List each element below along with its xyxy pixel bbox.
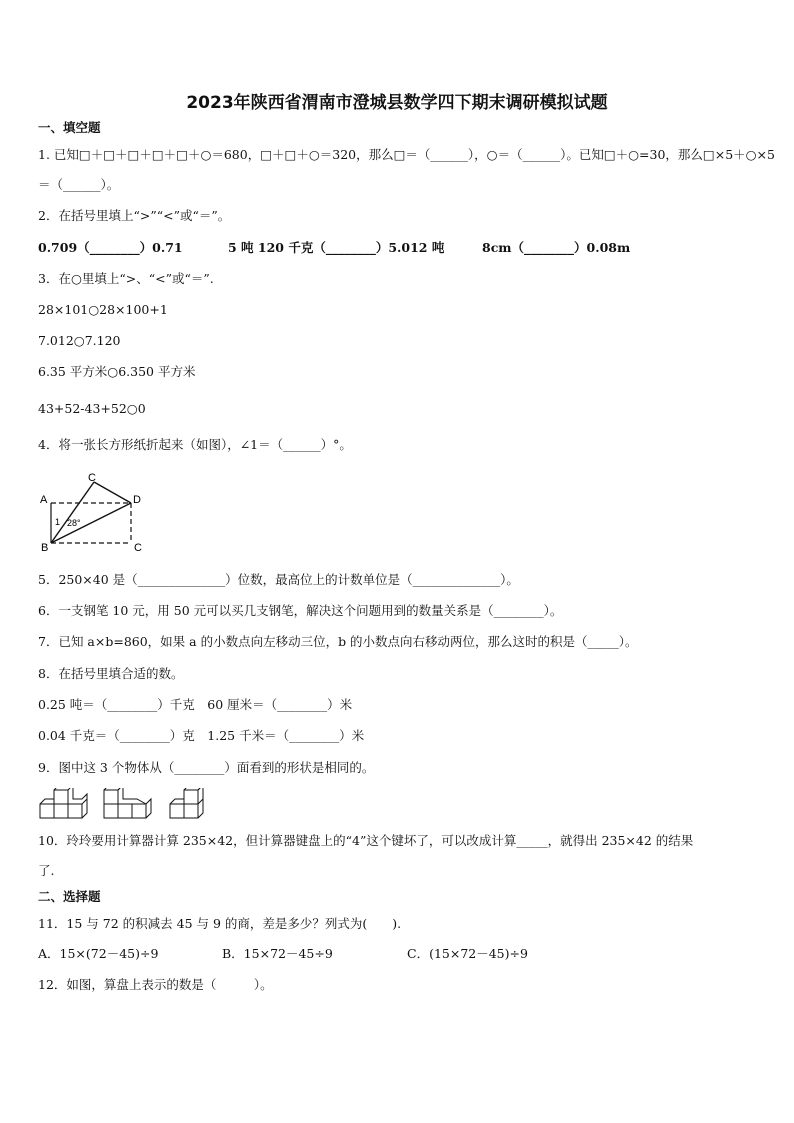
question-9: 9．图中这 3 个物体从（________）面看到的形状是相同的。 — [38, 760, 375, 775]
question-7: 7．已知 a×b=860，如果 a 的小数点向左移动三位，b 的小数点向右移动两位，那么这时的积是（_____）。 — [38, 634, 638, 649]
folded-rectangle-figure — [36, 470, 151, 555]
question-3-item-4: 43+52-43+52○0 — [38, 401, 146, 416]
question-1-line-2: ＝（______）。 — [38, 177, 120, 192]
label-b: B — [41, 542, 49, 554]
question-10-line-2: 了. — [38, 863, 55, 878]
page-title: 2023年陕西省渭南市澄城县数学四下期末调研模拟试题 — [186, 93, 608, 113]
question-3-item-3: 6.35 平方米○6.350 平方米 — [38, 364, 196, 379]
section-heading-fill: 一、填空题 — [38, 120, 101, 135]
question-11-option-c[interactable]: C．(15×72－45)÷9 — [407, 946, 528, 961]
question-8-row-2: 0.04 千克＝（________）克 1.25 千米＝（________）米 — [38, 728, 365, 743]
question-5: 5．250×40 是（______________）位数，最高位上的计数单位是（______________）。 — [38, 572, 519, 587]
question-2-item-1: 0.709（________）0.71 — [38, 240, 183, 255]
question-2-item-2: 5 吨 120 千克（________）5.012 吨 — [228, 240, 445, 255]
question-2-stem: 2．在括号里填上“>”“<”或“＝”。 — [38, 208, 231, 223]
question-4-stem: 4．将一张长方形纸折起来（如图），∠1＝（______）°。 — [38, 437, 352, 452]
cube-objects-figure — [36, 788, 216, 822]
angle-1-label: 1 — [55, 517, 61, 527]
question-2-item-3: 8cm（________）0.08m — [482, 240, 631, 255]
question-11-option-a[interactable]: A．15×(72－45)÷9 — [38, 946, 159, 961]
question-11-option-b[interactable]: B．15×72－45÷9 — [222, 946, 333, 961]
question-8-stem: 8．在括号里填合适的数。 — [38, 666, 184, 681]
question-1-line-1: 1. 已知□＋□＋□＋□＋□＋○＝680，□＋□＋○＝320，那么□＝（______），○＝（______）。已知□＋○=30，那么□×5＋○×5 — [38, 147, 775, 162]
question-3-stem: 3．在○里填上“>、“<”或“＝”. — [38, 271, 214, 286]
question-3-item-2: 7.012○7.120 — [38, 333, 121, 348]
label-a: A — [40, 494, 48, 506]
question-3-item-1: 28×101○28×100+1 — [38, 302, 168, 317]
label-d: D — [133, 494, 141, 506]
section-heading-choice: 二、选择题 — [38, 889, 101, 904]
question-12-stem: 12．如图，算盘上表示的数是（ ）。 — [38, 977, 273, 992]
question-11-stem: 11．15 与 72 的积减去 45 与 9 的商，差是多少？列式为( ). — [38, 916, 402, 931]
label-c-bottom: C — [134, 542, 142, 554]
question-10-line-1: 10．玲玲要用计算器计算 235×42，但计算器键盘上的“4”这个键坏了，可以改成计算_____，就得出 235×42 的结果 — [38, 833, 694, 848]
question-6: 6．一支钢笔 10 元，用 50 元可以买几支钢笔，解决这个问题用到的数量关系是（________）。 — [38, 603, 563, 618]
angle-28-label: 28° — [67, 518, 81, 528]
label-c-top: C — [88, 472, 96, 484]
question-8-row-1: 0.25 吨＝（________）千克 60 厘米＝（________）米 — [38, 697, 353, 712]
